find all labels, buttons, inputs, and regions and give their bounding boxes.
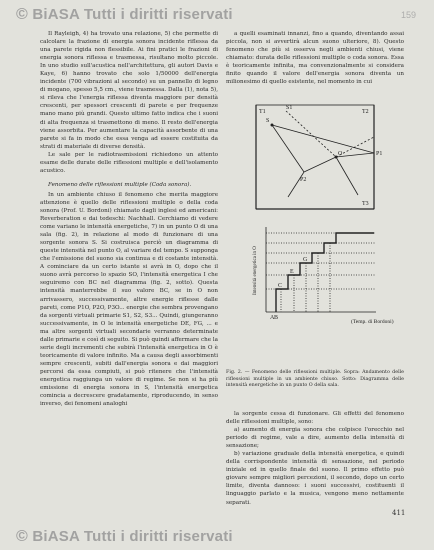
label-a: A — [270, 315, 275, 321]
page-number-top: 159 — [400, 10, 416, 20]
label-c: C — [278, 283, 283, 289]
label-t3: T3 — [362, 201, 369, 207]
caption-number: Fig. 2. — [226, 370, 243, 375]
label-o: O — [338, 151, 343, 157]
watermark-bottom: © BiASA Tutti i diritti riservati — [16, 528, 233, 545]
room-outline — [256, 105, 374, 209]
watermark-top: © BiASA Tutti i diritti riservati — [16, 6, 233, 23]
paragraph: la sorgente cessa di funzionare. Gli effetti del fenomeno delle riflessioni multiple, sono: — [226, 411, 404, 426]
label-t2: T2 — [362, 109, 369, 115]
left-column — [40, 30, 218, 408]
x-axis-label: (Temp. di Bordoni) — [351, 319, 394, 325]
right-column-bottom — [226, 410, 404, 507]
list-item-a: a) aumento di energia sonora che colpisce l'orecchio nel periodo di regime, vale a dire, aumento della intensità di sensazione; — [226, 427, 404, 450]
figure-caption — [226, 370, 404, 390]
label-s1: S1 — [286, 105, 293, 111]
reflection-diagram — [226, 97, 404, 367]
list-item-b: b) variazione graduale della intensità energetica, e quindi della corrispondente intensità di sensazione, nel periodo iniziale ed in quello finale del suono. Il primo effetto può giovare sempre migliori percezioni, il secondo, dopo un certo limite, diventa dannoso: i suoni successivi, costituenti il linguaggio parlato e la musica, vengono meno nettamente separati. — [226, 451, 404, 506]
label-p2: P2 — [300, 177, 307, 183]
label-s: S — [266, 118, 270, 124]
right-column-top — [226, 30, 404, 86]
label-t1: T1 — [259, 109, 266, 115]
caption-text: — Fenomeno delle riflessioni multiple. Sopra: Andamento delle riflessioni multiple in un ambiente chiuso. Sotto: Diagramma delle intensità energetiche in un punto O della sala. — [226, 370, 404, 389]
page-number-bottom: 411 — [392, 509, 406, 517]
paragraph: Il Rayleigh, 4) ha trovato una relazione, 5) che permette di calcolare la frazione di energia sonora incidente riflessa da una parete rigida non flessibile. Ai fini pratici le frazioni di energia sonora riflessa e trasmessa, risultano molto piccole. In uno studio sull'acustica nell'architettura, gli autori Davis e Kaye, 6) hanno trovato che solo 1/50000 dell'energia incidente (700 vibrazioni al secondo) su un pannello di legno di mogano, spesso 5,5 cm., viene trasmessa. Dalla (1), nota 5), si rileva che l'energia riflessa diventa maggiore per densità crescenti, per spessori crescenti di parete e per frequenze mano mano più grandi. Questo ultimo fatto indica che i suoni di alta frequenza si trasmettono di meno. Il resto dell'energia viene assorbita. Per aumentare la capacità assorbente di una parete si fa in modo che essa venga ad essere costituita da strati di materiale di diverse densità. — [40, 31, 218, 150]
label-b: B — [274, 315, 279, 321]
y-axis-label: Intensità energetica in O — [253, 246, 258, 295]
paragraph: In un ambiente chiuso il fenomeno che merita maggiore attenzione è quello delle riflessioni multiple o della coda sonora (Prof. U. Bordoni) chiamato dagli inglesi ed americani: Reverberation e dai tedeschi: Nachhall. Cerchiamo di vedere come variano le intensità energetiche, 7) in un punto O di una sala (fig. 2), in relazione al modo di funzionare di una sorgente sonora S. Si costruisca perciò un diagramma di queste intensità nel punto O, al variare del tempo. S supponga che l'emissione del suono sia continua e di costante intensità. A cominciare da un certo istante si avrà in O, dopo che il suono avrà percorso lo spazio SO, l'intensità energetica I che seguiremo con BC nel diagramma (fig. 2, sotto). Questa intensità manterrebbe il suo valore BC, se in O non arrivassero, successivamente, altre energie riflesse dalle pareti, come P1O, P2O, P3O... energie che sembra provengano da sorgenti virtuali primarie S1, S2, S3... Quindi, giungeranno successivamente, in O le intensità energetiche DE, FG, ... e ma altre sorgenti virtuali secondarie verranno determinate dalle primarie e così di seguito. Si può quindi affermare che la serie degli incrementi che subirà l'intensità energetica in O è teoricamente di valore infinito. Ma a causa degli assorbimenti sempre crescenti, subiti dall'energia sonora e dai maggiori percorsi da essa compiuti, si può ritenere che l'intensità energetica raggiunga un valore di regime. Se non si ha più emissione di energia sonora in S, l'intensità energetica comincia a decrescere gradatamente, riproducendo, in senso inverso, dei fenomeni analoghi — [40, 191, 218, 408]
paragraph: Le sale per le radiotrasmissioni richiedono un attento esame delle durate delle riflessioni multiple e dell'isolamento acustico. — [40, 151, 218, 174]
label-e: E — [290, 269, 294, 275]
label-g: G — [303, 257, 308, 263]
figure-2 — [226, 97, 404, 357]
label-p1: P1 — [376, 151, 383, 157]
paragraph: a quelli esaminati innanzi, fino a quando, diventando assai piccola, non si avvertirà alcun suono ulteriore, 8). Questo fenomeno che più si osserva negli ambienti chiusi, viene chiamato: durata delle riflessioni multiple o coda sonora. Essa è teoricamente infinita, ma convenzionalmente si considera finito quando il valore dell'energia sonora diventa un milionesimo di quello esistente, nel momento in cui — [226, 31, 404, 86]
section-heading: Fenomeno delle riflessioni multiple (Coda sonora). — [48, 181, 192, 188]
